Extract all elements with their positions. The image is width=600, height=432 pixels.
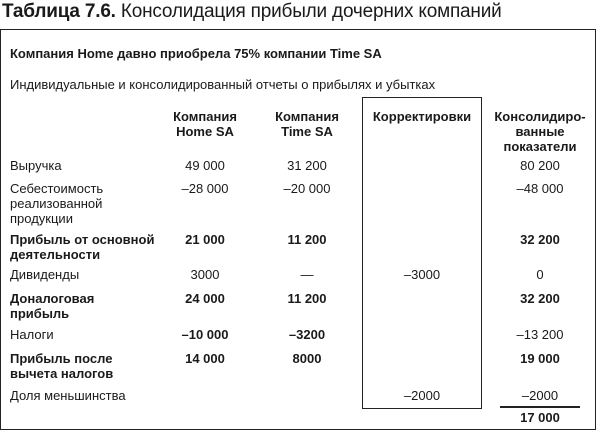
row-label <box>10 181 103 226</box>
row-label <box>10 291 94 321</box>
cell-time: 11 200 <box>287 291 327 306</box>
column-header-home: Компания Home SA <box>173 109 237 139</box>
cell-cons: –48 000 <box>516 181 564 196</box>
table-number: Таблица 7.6. <box>2 1 116 22</box>
row-label-line: Доналоговая <box>10 291 95 306</box>
cell-cons: 17 000 <box>520 410 560 425</box>
cell-time: 11 200 <box>287 232 327 247</box>
row-label-line: реализованной <box>10 196 103 211</box>
row-label-line: вычета налогов <box>10 366 114 381</box>
cell-cons: 0 <box>536 267 544 282</box>
cell-home: 3000 <box>190 267 220 282</box>
row-label-line: Себестоимость <box>10 181 104 196</box>
cell-home: –28 000 <box>181 181 229 196</box>
cell-time: 8000 <box>292 351 322 366</box>
cell-cons: 19 000 <box>520 351 560 366</box>
cell-time: 31 200 <box>287 158 327 173</box>
total-underline <box>500 406 580 408</box>
row-label-line: Налоги <box>10 327 54 342</box>
cell-time: — <box>300 267 314 282</box>
cell-cons: –13 200 <box>516 327 564 342</box>
row-label-line: деятельности <box>10 247 101 262</box>
row-label-line: Доля меньшинства <box>10 388 126 403</box>
cell-cons: 80 200 <box>520 158 560 173</box>
cell-cons: 32 200 <box>520 232 560 247</box>
column-header-time: Компания Time SA <box>275 109 339 139</box>
cell-home: 24 000 <box>185 291 225 306</box>
row-label <box>10 232 154 262</box>
row-label <box>10 388 126 403</box>
cell-cons: –2000 <box>521 388 559 403</box>
row-label-line: Прибыль от основной <box>10 232 155 247</box>
cell-home: 14 000 <box>185 351 225 366</box>
row-label-line: Дивиденды <box>10 267 80 282</box>
cell-home: 49 000 <box>185 158 225 173</box>
row-label <box>10 351 113 381</box>
cell-adj: –3000 <box>403 267 441 282</box>
row-label <box>10 267 79 282</box>
cell-home: –10 000 <box>181 327 229 342</box>
cell-time: –20 000 <box>283 181 331 196</box>
row-label-line: прибыль <box>10 306 70 321</box>
row-label-line: Прибыль после <box>10 351 113 366</box>
row-label <box>10 158 62 173</box>
intro-heading: Компания Home давно приобрела 75% компании Time SA <box>10 46 382 61</box>
column-header-adjustments: Корректировки <box>372 109 472 124</box>
column-header-consolidated: Консолидиро- ванные показатели <box>494 109 586 154</box>
row-label-line: Выручка <box>10 158 62 173</box>
row-label <box>10 327 54 342</box>
cell-home: 21 000 <box>185 232 225 247</box>
adjustments-column-box <box>362 97 482 409</box>
intro-subheading: Индивидуальные и консолидированный отчеты о прибылях и убытках <box>10 77 436 92</box>
row-label-line: продукции <box>10 211 73 226</box>
table-title: Консолидация прибыли дочерних компаний <box>120 1 502 22</box>
cell-time: –3200 <box>288 327 326 342</box>
cell-cons: 32 200 <box>520 291 560 306</box>
cell-adj: –2000 <box>403 388 441 403</box>
table-caption <box>2 0 502 24</box>
